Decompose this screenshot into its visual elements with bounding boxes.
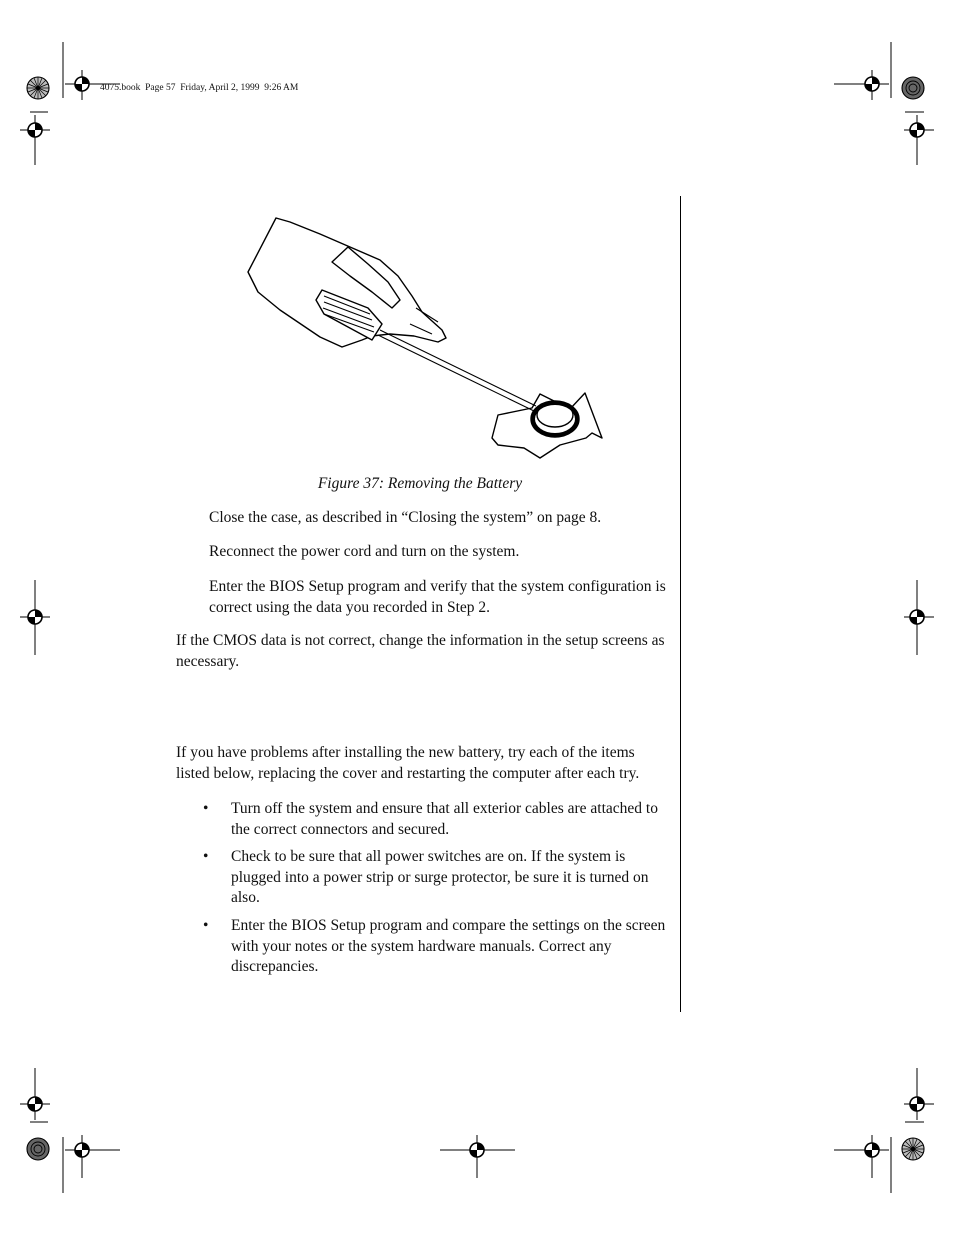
procedure-step: Close the case, as described in “Closing the system” on page 8. <box>209 509 602 526</box>
bullet-glyph: • <box>203 848 209 865</box>
list-item-text: Turn off the system and ensure that all exterior cables are attached to the correct connectors and secured. <box>231 800 658 838</box>
procedure-step: Reconnect the power cord and turn on the system. <box>209 543 520 560</box>
procedure-step: Enter the BIOS Setup program and verify that the system configuration is correct using the data you recorded in Step 2. <box>209 578 666 616</box>
bullet-glyph: • <box>203 917 209 934</box>
cmos-note: If the CMOS data is not correct, change the information in the setup screens as necessary. <box>176 632 665 670</box>
troubleshooting-intro: If you have problems after installing the new battery, try each of the items listed below, replacing the cover and restarting the computer after each try. <box>176 744 640 782</box>
list-item-text: Check to be sure that all power switches are on. If the system is plugged into a power strip or surge protector, be sure it is turned on also. <box>231 848 649 906</box>
hand-screwdriver-battery-illustration <box>240 212 610 464</box>
list-item-text: Enter the BIOS Setup program and compare the settings on the screen with your notes or the system hardware manuals. Correct any discrepancies. <box>231 917 666 975</box>
figure-caption: Figure 37: Removing the Battery <box>317 475 523 492</box>
margin-rule <box>680 196 681 1012</box>
header-slug: 4075.book Page 57 Friday, April 2, 1999 9:26 AM <box>100 83 299 93</box>
bullet-glyph: • <box>203 800 209 817</box>
